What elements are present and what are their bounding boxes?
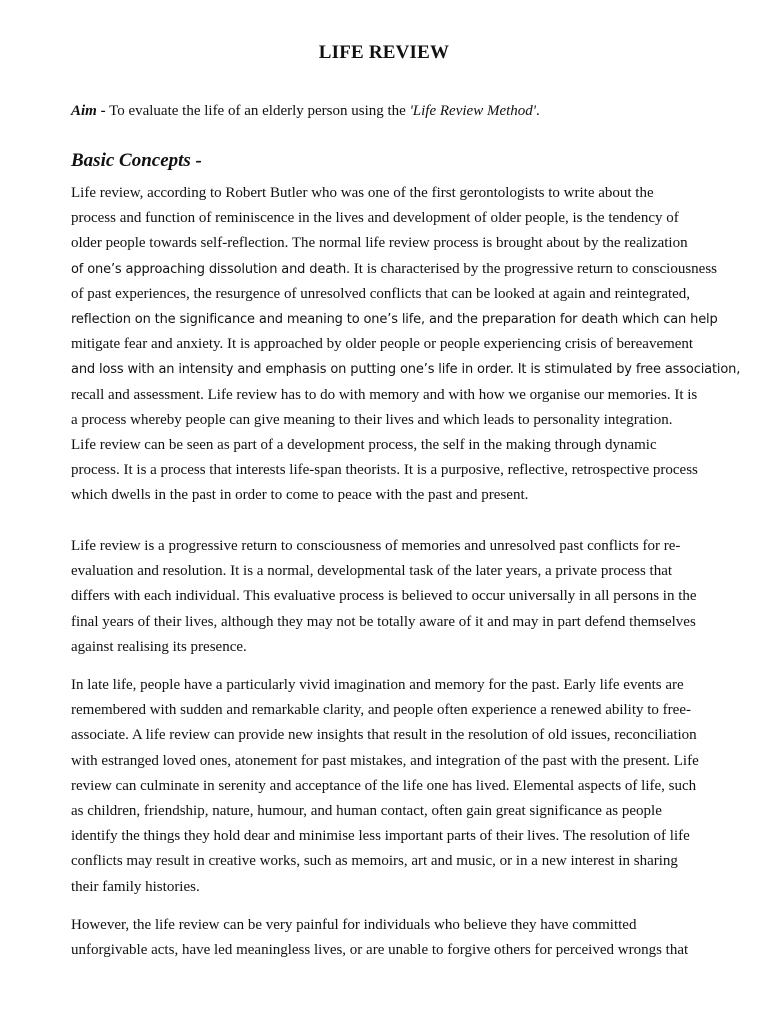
paragraph-line: conflicts may result in creative works, such as memoirs, art and music, or in a new interest in sharing	[71, 853, 678, 870]
section-heading-basic-concepts: Basic Concepts -	[71, 150, 202, 171]
paragraph-line: against realising its presence.	[71, 638, 247, 655]
paragraph-line: differs with each individual. This evaluative process is believed to occur universally in all persons in the	[71, 588, 697, 605]
paragraph-line: In late life, people have a particularly vivid imagination and memory for the past. Early life events are	[71, 677, 684, 693]
paragraph-line-segment: and loss with an intensity and emphasis on putting one’s life in order.	[71, 362, 514, 378]
paragraph-line: process. It is a process that interests life-span theorists. It is a purposive, reflective, retrospective process	[71, 462, 698, 479]
paragraph-line: Life review is a progressive return to consciousness of memories and unresolved past conflicts for re-	[71, 538, 681, 554]
aim-text: To evaluate the life of an elderly person using the	[105, 103, 410, 119]
paragraph-line	[71, 357, 741, 382]
paragraph-line: remembered with sudden and remarkable clarity, and people often experience a renewed ability to free-	[71, 702, 691, 719]
paragraph-line: older people towards self-reflection. The normal life review process is brought about by the realization	[71, 235, 688, 252]
paragraph-line-segment: It is characterised by the progressive return to consciousness	[350, 260, 718, 277]
paragraph-line	[71, 257, 721, 282]
paragraph-late-life	[71, 673, 721, 900]
paragraph-painful-review	[71, 913, 721, 963]
paragraph-line: identify the things they hold dear and minimise less important parts of their lives. The resolution of life	[71, 828, 690, 845]
paragraph-line: However, the life review can be very painful for individuals who believe they have committed	[71, 917, 637, 933]
paragraph-line: final years of their lives, although they may not be totally aware of it and may in part defend themselves	[71, 613, 696, 630]
paragraph-line: review can culminate in serenity and acceptance of the life one has lived. Elemental aspects of life, such	[71, 777, 697, 794]
paragraph-line: of past experiences, the resurgence of unresolved conflicts that can be looked at again and reintegrated,	[71, 285, 691, 302]
paragraph-line: a process whereby people can give meaning to their lives and which leads to personality integration.	[71, 411, 673, 428]
paragraph-line: reflection on the significance and meaning to one’s life, and the preparation for death which can help	[71, 311, 718, 327]
paragraph-line: evaluation and resolution. It is a normal, developmental task of the later years, a private process that	[71, 563, 673, 580]
paragraph-line-segment: It is stimulated by free association,	[513, 362, 741, 378]
paragraph-line: process and function of reminiscence in the lives and development of older people, is the tendency of	[71, 210, 679, 227]
paragraph-line: Life review, according to Robert Butler who was one of the first gerontologists to write about the	[71, 185, 654, 201]
paragraph-line: with estranged loved ones, atonement for past mistakes, and integration of the past with the present. Life	[71, 752, 699, 769]
paragraph-line-segment: of one’s approaching dissolution and death.	[71, 261, 351, 277]
document-title: LIFE REVIEW	[318, 42, 450, 63]
aim-dash: -	[96, 103, 106, 119]
paragraph-line: unforgivable acts, have led meaningless lives, or are unable to forgive others for perceived wrongs that	[71, 942, 689, 959]
aim-statement	[71, 100, 731, 122]
paragraph-line: Life review can be seen as part of a development process, the self in the making through dynamic	[71, 436, 657, 453]
aim-label: Aim	[71, 103, 97, 119]
paragraph-line: associate. A life review can provide new insights that result in the resolution of old issues, reconciliation	[71, 727, 697, 744]
paragraph-line: recall and assessment. Life review has to do with memory and with how we organise our memories. It is	[71, 386, 698, 403]
paragraph-line: which dwells in the past in order to come to peace with the past and present.	[71, 487, 529, 504]
paragraph-progressive-return	[71, 534, 721, 660]
paragraph-line: mitigate fear and anxiety. It is approached by older people or people experiencing crisis of bereavement	[71, 336, 694, 353]
paragraph-line: their family histories.	[71, 878, 200, 895]
paragraph-basic-concepts	[71, 181, 741, 508]
aim-method-name: 'Life Review Method'	[409, 103, 536, 119]
paragraph-line: as children, friendship, nature, humour, and human contact, often gain great significance as people	[71, 802, 662, 819]
aim-end: .	[535, 103, 540, 119]
